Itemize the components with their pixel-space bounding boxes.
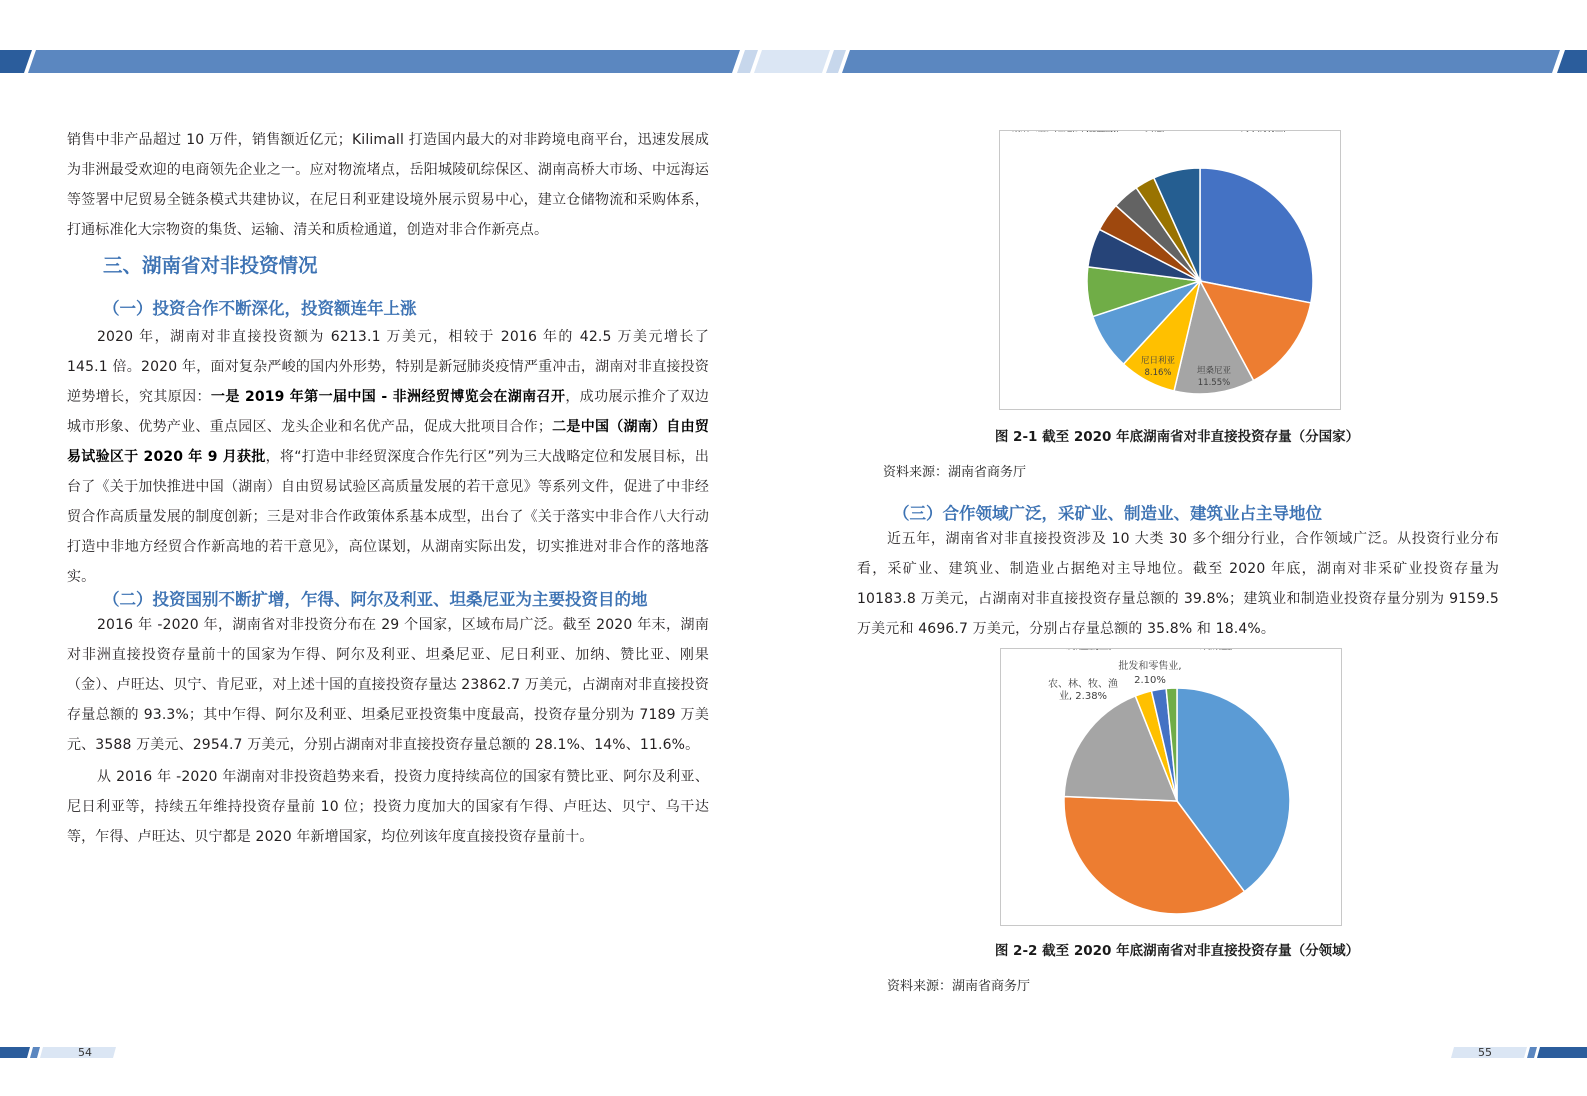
sub1-text-3: ，将“打造中非经贸深度合作先行区”列为三大战略定位和发展目标，出台了《关于加快推进中国（湖南）自由贸易试验区高质量发展的若干意见》等系列文件，促进了中非经贸合作高质量发展的制度创新；三是对非合作政策体系基本成型，出台了《关于落实中非合作八大行动打造中非地方经贸合作新高地的若干意见》，高位谋划，从湖南实际出发，切实推进对非合作的落地落实。 xyxy=(67,449,710,585)
figure-1-caption: 图 2-1 截至 2020 年底湖南省对非直接投资存量（分国家） xyxy=(994,429,1360,445)
page-number-right: 55 xyxy=(1478,1046,1492,1059)
footer-right-mid xyxy=(1527,1047,1537,1058)
subsection-2-title: （二）投资国别不断扩增，乍得、阿尔及利亚、坦桑尼亚为主要投资目的地 xyxy=(103,590,648,609)
pie-label-2 xyxy=(1241,131,1321,134)
subsection-1-paragraph xyxy=(67,322,709,592)
figure-1-source: 资料来源：湖南省商务厅 xyxy=(883,465,1027,480)
banner-right-block xyxy=(1557,50,1587,73)
pie-label-4-line-2: 8.16% xyxy=(1144,368,1172,378)
sub1-bold-1: 一是 2019 年第一届中国 - 非洲经贸博览会在湖南召开 xyxy=(210,389,566,405)
banner-light-1 xyxy=(737,50,758,73)
footer-decoration xyxy=(0,1044,1587,1062)
pie-label-5-line-1: 批发和零售业, xyxy=(1118,661,1182,672)
sub1-text-2: ，成功展示推介了双边城市形象、优势产业、重点园区、龙头企业和名优产品，促成大批项目合作； xyxy=(67,389,710,435)
pie-slice-1 xyxy=(1200,168,1313,303)
subsection-2-paragraph-1: 2016 年 -2020 年，湖南省对非投资分布在 29 个国家，区域布局广泛。截至 2020 年末，湖南对非洲直接投资存量前十的国家为乍得、阿尔及利亚、坦桑尼亚、尼日利亚、加纳、赞比亚、刚果（金）、卢旺达、贝宁、肯尼亚，对上述十国的直接投资存量达 23862.7 万美元，占湖南对非直接投资存量总额的 93.3%；其中乍得、阿尔及利亚、坦桑尼亚投资集中度最高，投资存量分别为 7189 万美元、3588 万美元、2954.7 万美元，分别占湖南对非直接投资存量总额的 28.1%、14%、11.6%。 xyxy=(67,617,709,753)
subsection-3-paragraph: 近五年，湖南省对非直接投资涉及 10 大类 30 多个细分行业，合作领域广泛。从投资行业分布看，采矿业、建筑业、制造业占据绝对主导地位。截至 2020 年底，湖南对非采矿业投资存量为 10183.8 万美元，占湖南对非直接投资存量总额的 39.8%；建筑业和制造业投资存量分别为 9159.5 万美元和 4696.7 万美元，分别占存量总额的 35.8% 和 18.4%。 xyxy=(857,531,1499,637)
chart-1-country-pie xyxy=(1000,131,1340,409)
sub1-text-1: 2020 年，湖南对非直接投资额为 6213.1 万美元，相较于 2016 年的 42.5 万美元增长了 145.1 倍。2020 年，面对复杂严峻的国内外形势，特别是新冠肺炎疫情严重冲击，湖南对非直接投资逆势增长，究其原因： xyxy=(67,329,709,405)
banner-stripe-left xyxy=(28,50,740,73)
footer-right-dark xyxy=(1537,1047,1587,1058)
subsection-3-title: （三）合作领域广泛，采矿业、制造业、建筑业占主导地位 xyxy=(893,504,1322,523)
paragraph-continued: 销售中非产品超过 10 万件，销售额近亿元；Kilimall 打造国内最大的对非跨境电商平台，迅速发展成为非洲最受欢迎的电商领先企业之一。应对物流堵点，岳阳城陵矶综保区、湖南高桥大市场、中远海运等签署中尼贸易全链条模式共建协议，在尼日利亚建设境外展示贸易中心，建立仓储物流和采购体系，打通标准化大宗物资的集货、运输、清关和质检通道，创造对非合作新亮点。 xyxy=(67,132,709,238)
banner-light-2 xyxy=(754,50,830,73)
banner-light-3 xyxy=(826,50,846,73)
chart-2-frame xyxy=(1000,648,1342,926)
banner-left-block xyxy=(0,50,32,73)
footer-left-mid xyxy=(30,1047,40,1058)
pie-label-4-line-1: 农、林、牧、渔 xyxy=(1048,679,1118,690)
section-title: 三、湖南省对非投资情况 xyxy=(103,254,318,277)
right-page xyxy=(857,0,1507,1096)
pie-label-10 xyxy=(1085,131,1143,134)
pie-label-3-line-2: 11.55% xyxy=(1197,378,1231,388)
subsection-2-paragraph-2: 从 2016 年 -2020 年湖南对非投资趋势来看，投资力度持续高位的国家有赞比亚、阿尔及利亚、尼日利亚等，持续五年维持投资存量前 10 位；投资力度加大的国家有乍得、卢旺达、贝宁、乌干达等，乍得、卢旺达、贝宁都是 2020 年新增国家，均位列该年度直接投资存量前十。 xyxy=(67,769,709,845)
pie-label-6 xyxy=(1208,649,1266,652)
pie-label-5-line-2: 2.10% xyxy=(1134,675,1166,686)
chart-2-industry-pie xyxy=(1001,649,1341,925)
footer-left-dark xyxy=(0,1047,30,1058)
pie-label-3 xyxy=(1066,649,1141,652)
pie-label-3-line-1: 坦桑尼亚 xyxy=(1196,366,1232,376)
sub1-bold-2: 二是中国（湖南）自由贸易试验区于 2020 年 9 月获批 xyxy=(67,419,709,465)
figure-2-source: 资料来源：湖南省商务厅 xyxy=(887,979,1031,994)
figure-2-caption: 图 2-2 截至 2020 年底湖南省对非直接投资存量（分领域） xyxy=(994,943,1360,959)
subsection-1-title: （一）投资合作不断深化，投资额连年上涨 xyxy=(103,299,417,318)
page-number-left: 54 xyxy=(78,1046,92,1059)
pie-label-4-line-1: 尼日利亚 xyxy=(1140,356,1176,366)
pie-label-11 xyxy=(1145,131,1194,134)
pie-label-4-line-2: 业, 2.38% xyxy=(1058,691,1108,702)
chart-1-frame xyxy=(999,130,1341,410)
